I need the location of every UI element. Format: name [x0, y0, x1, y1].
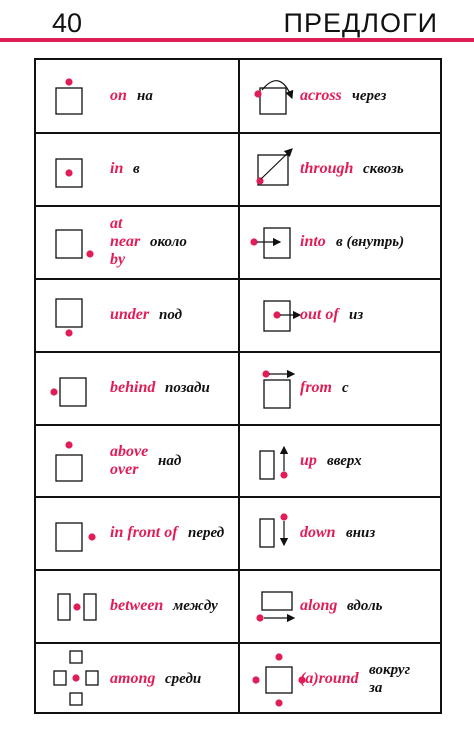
russian-translation [150, 233, 187, 251]
english-word: out of [300, 305, 339, 323]
prepositions-table [34, 58, 442, 714]
russian-word: из [349, 306, 364, 323]
russian-word: около [150, 233, 187, 250]
russian-word: вдоль [347, 598, 383, 615]
english-word: behind [110, 378, 156, 396]
english-word: up [300, 451, 317, 469]
russian-word: позади [165, 379, 210, 396]
russian-word: перед [188, 525, 225, 542]
preposition-cell [240, 133, 442, 205]
preposition-cell [36, 352, 238, 424]
preposition-cell [36, 425, 238, 497]
preposition-cell [240, 60, 442, 132]
english-preposition [300, 379, 332, 397]
english-word: between [110, 597, 164, 615]
russian-translation [336, 233, 404, 251]
page-header [0, 0, 474, 45]
russian-word: над [158, 452, 182, 469]
english-preposition [110, 306, 149, 324]
english-preposition [300, 160, 353, 178]
russian-translation [363, 160, 404, 178]
russian-translation [188, 524, 224, 542]
above-illustration [44, 433, 106, 489]
english-word: through [300, 159, 354, 177]
russian-word: в (внутрь) [336, 233, 405, 250]
russian-word: среди [165, 671, 202, 688]
preposition-cell [36, 133, 238, 205]
english-word: over [110, 460, 139, 478]
russian-translation [346, 524, 375, 542]
russian-translation [158, 452, 181, 470]
russian-translation [342, 379, 349, 397]
english-word: (a)round [300, 670, 359, 688]
behind-illustration [44, 360, 106, 416]
preposition-cell [36, 279, 238, 351]
english-word: from [300, 378, 332, 396]
english-word: in [110, 159, 124, 177]
page-number: 40 [52, 8, 83, 38]
preposition-cell [240, 206, 442, 278]
english-preposition [110, 379, 155, 397]
russian-translation [137, 87, 153, 105]
english-word: into [300, 232, 326, 250]
preposition-cell [240, 643, 442, 715]
english-preposition [300, 452, 317, 470]
preposition-cell [240, 425, 442, 497]
russian-translation [173, 597, 218, 615]
russian-translation [349, 306, 363, 324]
english-preposition [300, 670, 359, 688]
russian-word: на [137, 88, 153, 104]
russian-translation [327, 452, 362, 470]
russian-word: через [352, 88, 387, 104]
english-preposition [300, 87, 342, 105]
english-word: among [110, 670, 156, 688]
english-word: at [110, 214, 123, 232]
english-word: near [110, 232, 141, 250]
english-word: across [300, 87, 342, 104]
english-word: above [110, 442, 149, 460]
russian-translation [347, 597, 383, 615]
in-illustration [44, 141, 106, 197]
russian-translation [159, 306, 182, 324]
english-preposition [300, 306, 339, 324]
preposition-cell [36, 206, 238, 278]
between-illustration [44, 578, 106, 634]
english-preposition [110, 87, 127, 105]
russian-word: вверх [327, 452, 362, 469]
preposition-cell [36, 60, 238, 132]
english-preposition [110, 443, 148, 479]
russian-word: сквозь [363, 160, 404, 177]
english-preposition [110, 597, 163, 615]
russian-translation [133, 160, 140, 178]
russian-translation [165, 379, 210, 397]
preposition-cell [240, 352, 442, 424]
english-preposition [110, 160, 123, 178]
english-word: in front of [110, 524, 178, 542]
russian-word: за [369, 680, 383, 697]
english-word: by [110, 250, 126, 268]
in-front-of-illustration [44, 505, 106, 561]
english-word: along [300, 597, 338, 615]
among-illustration [44, 651, 106, 707]
russian-word: вокруг [369, 662, 411, 679]
russian-word: в [133, 160, 140, 177]
russian-translation [165, 670, 201, 688]
on-illustration [44, 68, 106, 124]
russian-word: вниз [346, 525, 376, 542]
english-word: under [110, 305, 150, 323]
english-preposition [300, 233, 326, 251]
english-preposition [300, 524, 336, 542]
header-rule [0, 38, 474, 42]
russian-translation [352, 87, 386, 105]
english-preposition [110, 670, 155, 688]
russian-word: под [159, 306, 183, 323]
russian-word: между [173, 598, 218, 615]
preposition-cell [36, 643, 238, 715]
english-preposition [300, 597, 337, 615]
near-illustration [44, 214, 106, 270]
page-title: ПРЕДЛОГИ [283, 8, 438, 38]
under-illustration [44, 287, 106, 343]
english-word: down [300, 524, 336, 542]
english-preposition [110, 215, 140, 269]
russian-word: с [342, 379, 349, 396]
english-word: on [110, 87, 127, 104]
preposition-cell [36, 497, 238, 569]
preposition-cell [36, 570, 238, 642]
preposition-cell [240, 570, 442, 642]
preposition-cell [240, 497, 442, 569]
english-preposition [110, 524, 178, 542]
russian-translation [369, 661, 410, 697]
preposition-cell [240, 279, 442, 351]
